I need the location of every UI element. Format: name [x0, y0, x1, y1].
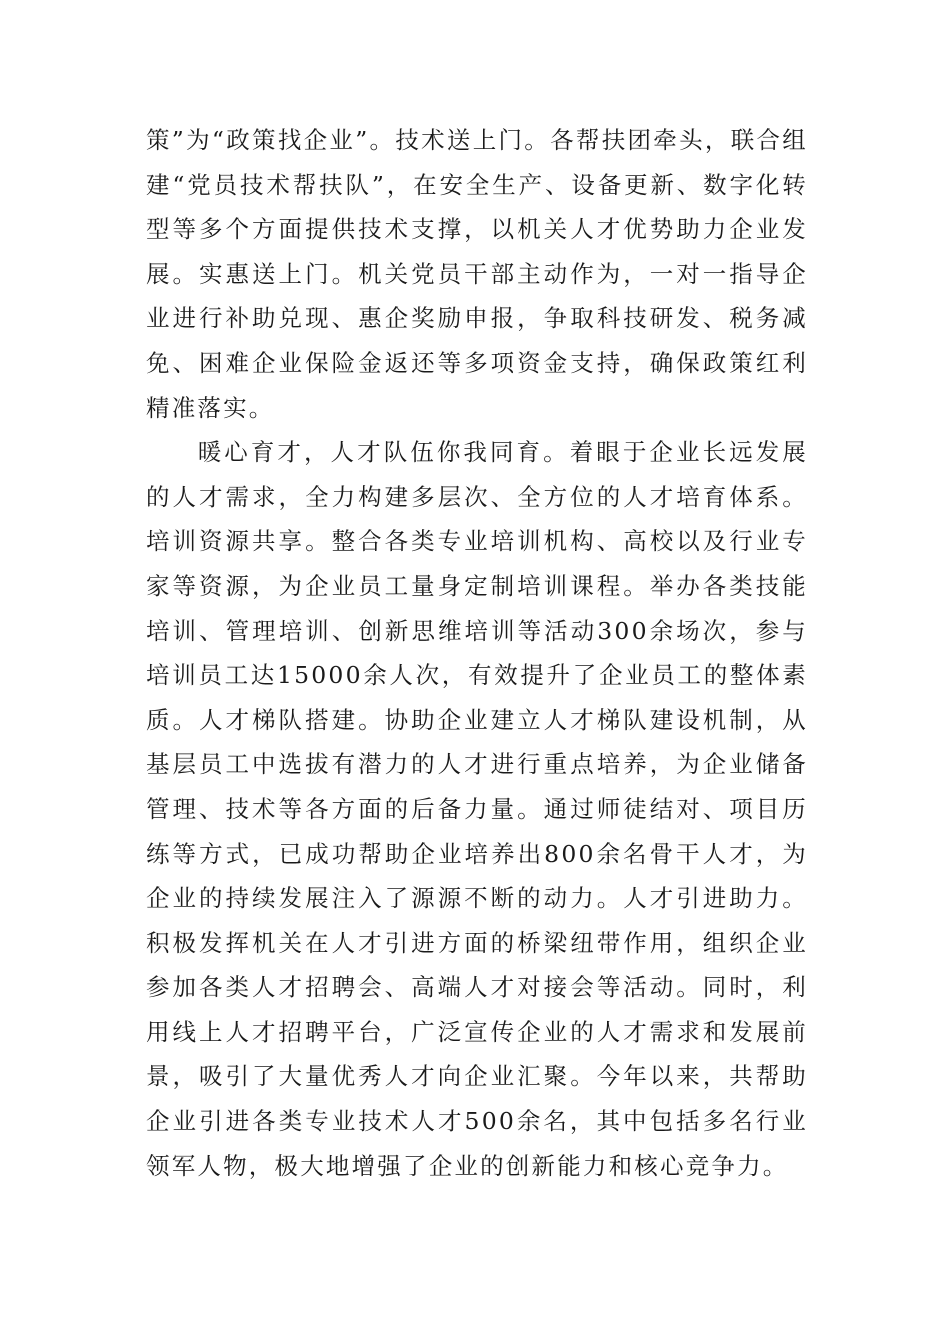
paragraph-talent-cultivation: 暖心育才，人才队伍你我同育。着眼于企业长远发展的人才需求，全力构建多层次、全方位的人才培育体系。培训资源共享。整合各类专业培训机构、高校以及行业专家等资源，为企业员工量身定制培训课程。举办各类技能培训、管理培训、创新思维培训等活动300余场次，参与培训员工达15000余人次，有效提升了企业员工的整体素质。人才梯队搭建。协助企业建立人才梯队建设机制，从基层员工中选拔有潜力的人才进行重点培养，为企业储备管理、技术等各方面的后备力量。通过师徒结对、项目历练等方式，已成功帮助企业培养出800余名骨干人才，为企业的持续发展注入了源源不断的动力。人才引进助力。积极发挥机关在人才引进方面的桥梁纽带作用，组织企业参加各类人才招聘会、高端人才对接会等活动。同时，利用线上人才招聘平台，广泛宣传企业的人才需求和发展前景，吸引了大量优秀人才向企业汇聚。今年以来，共帮助企业引进各类专业技术人才500余名，其中包括多名行业领军人物，极大地增强了企业的创新能力和核心竞争力。: [146, 438, 808, 1180]
paragraph-policy-service: 策”为“政策找企业”。技术送上门。各帮扶团牵头，联合组建“党员技术帮扶队”，在安全生产、设备更新、数字化转型等多个方面提供技术支撑，以机关人才优势助力企业发展。实惠送上门。机关党员干部主动作为，一对一指导企业进行补助兑现、惠企奖励申报，争取科技研发、税务减免、困难企业保险金返还等多项资金支持，确保政策红利精准落实。: [146, 126, 808, 422]
document-body: [146, 118, 808, 1188]
